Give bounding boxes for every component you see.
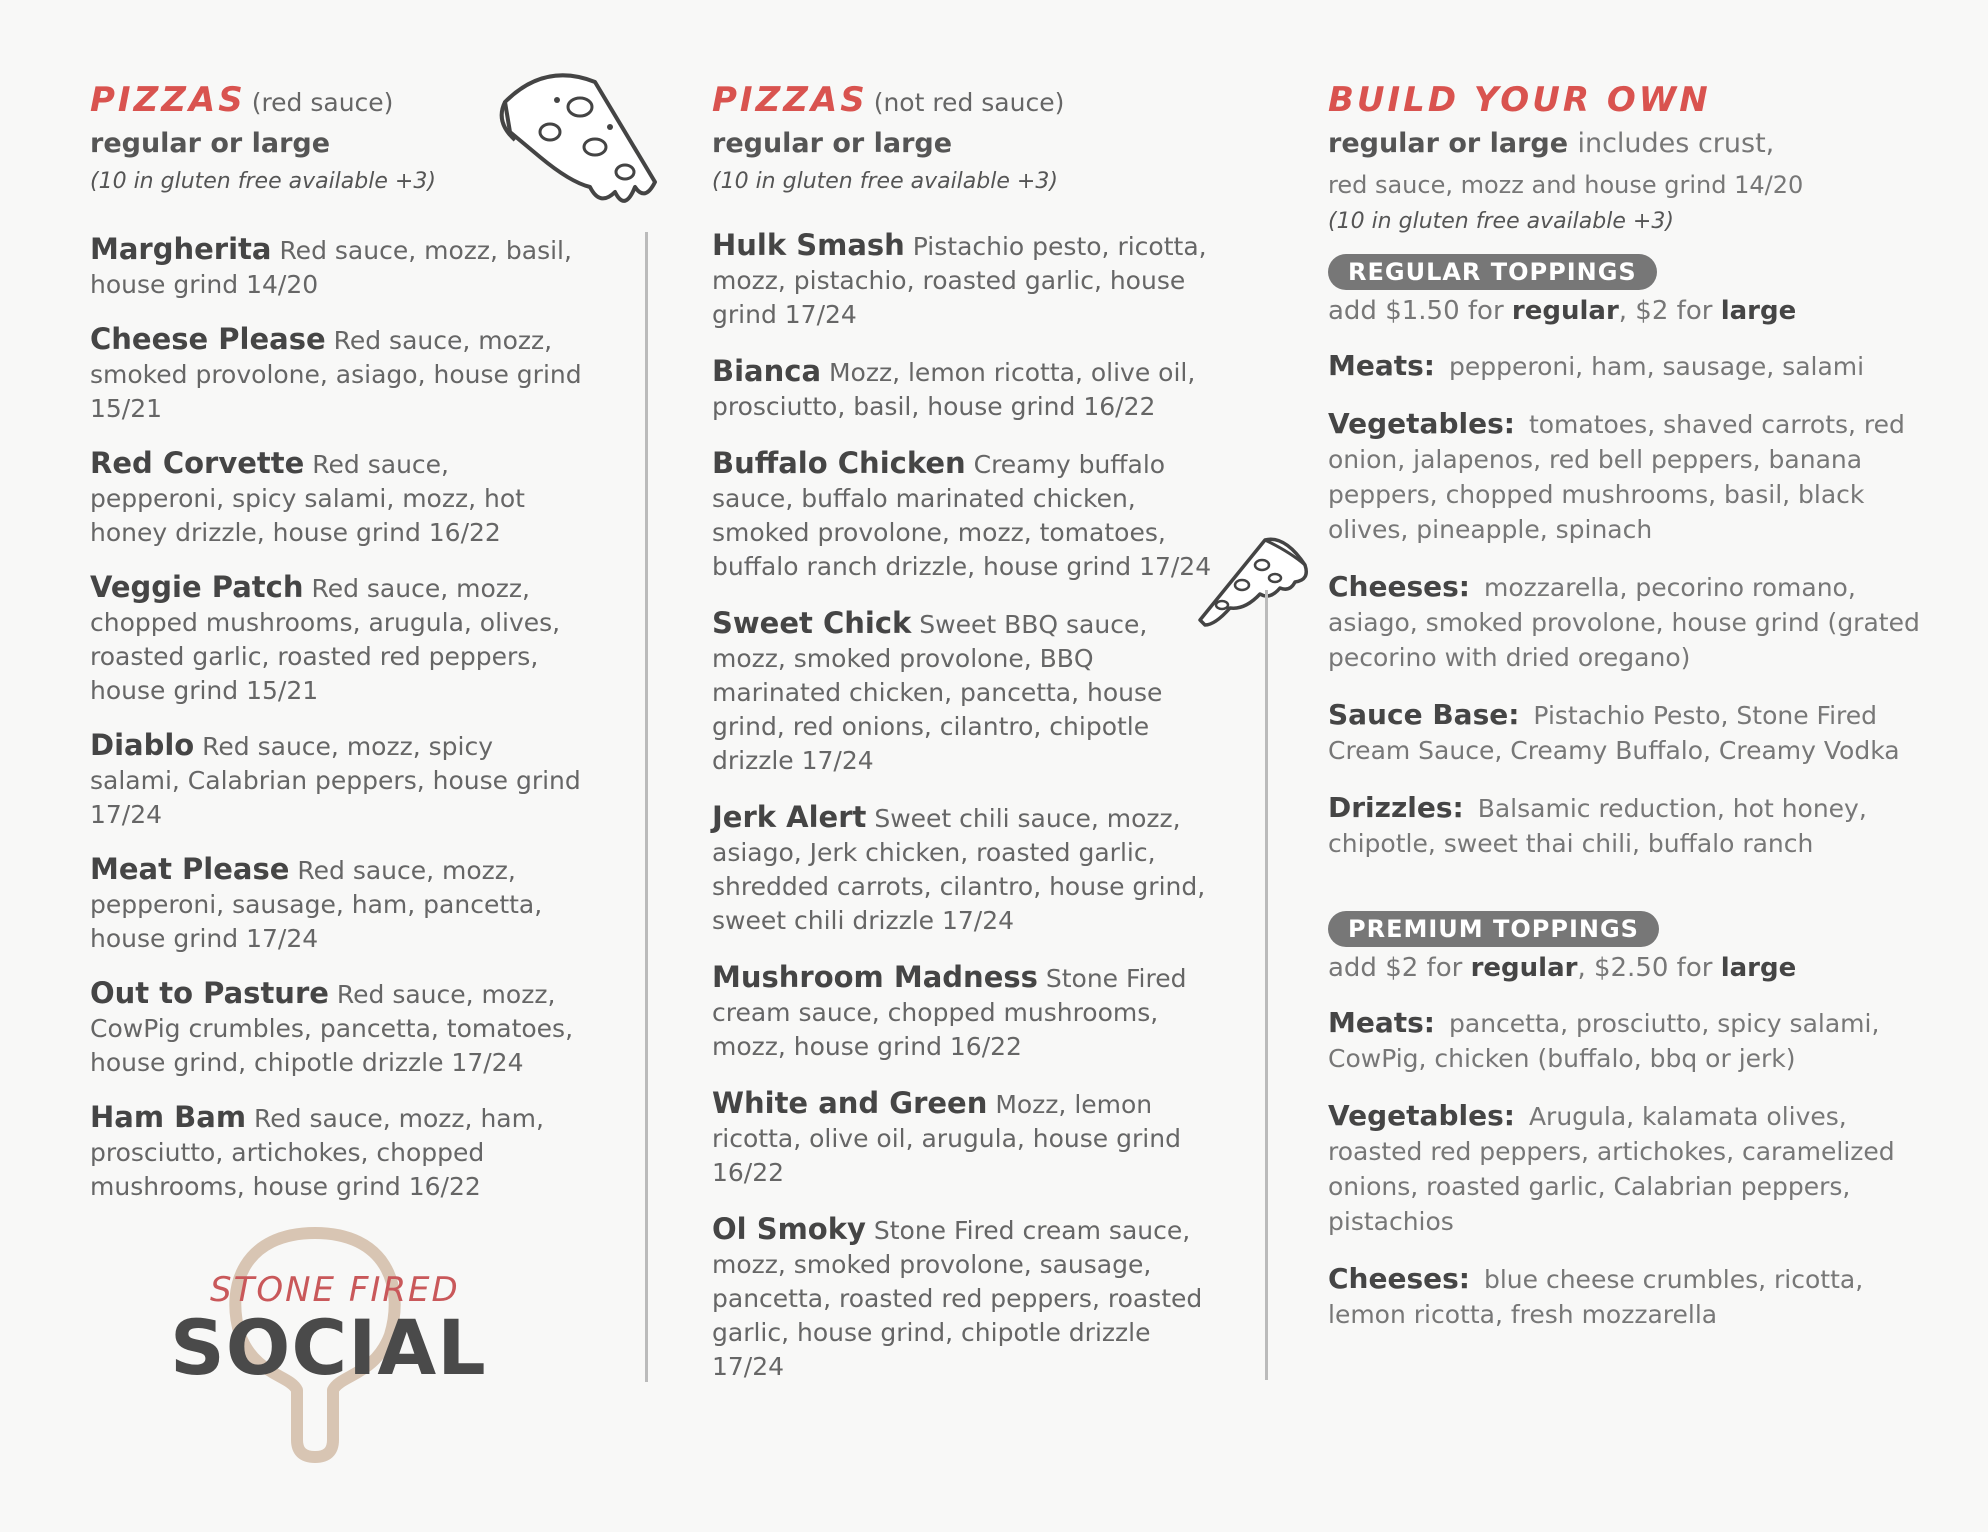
size-subhead: regular or large	[712, 128, 953, 159]
premium-toppings-badge: PREMIUM TOPPINGS	[1328, 911, 1659, 947]
pricing-size-large: large	[1720, 296, 1797, 326]
pizza-list	[90, 232, 590, 1204]
category-label: Cheeses:	[1328, 570, 1470, 603]
heading-note: (not red sauce)	[873, 88, 1065, 117]
menu-item	[90, 1100, 590, 1204]
item-name: Cheese Please	[90, 322, 326, 356]
size-subhead	[1328, 128, 1928, 159]
topping-category	[1328, 406, 1928, 547]
item-name: Meat Please	[90, 852, 290, 886]
stone-fired-social-logo	[165, 1225, 487, 1475]
regular-pricing	[1328, 296, 1928, 326]
item-name: Ham Bam	[90, 1100, 247, 1134]
item-desc: Red sauce, mozz, smoked provolone, asiago, house grind 15/21	[90, 326, 582, 423]
menu-item	[712, 606, 1212, 778]
logo-line2: SOCIAL	[170, 1303, 487, 1392]
gluten-free-note: (10 in gluten free available +3)	[712, 169, 1058, 194]
not-red-sauce-heading	[712, 80, 1212, 120]
category-label: Vegetables:	[1328, 407, 1515, 440]
topping-category	[1328, 790, 1928, 861]
item-desc: Red sauce, mozz, ham, prosciutto, artichokes, chopped mushrooms, house grind 16/22	[90, 1104, 544, 1201]
item-desc: Mozz, lemon ricotta, olive oil, prosciutto, basil, house grind 16/22	[712, 358, 1196, 421]
not-red-sauce-column	[712, 80, 1212, 1406]
menu-item	[90, 232, 590, 302]
logo-line1: STONE FIRED	[210, 1270, 460, 1310]
category-text: pancetta, prosciutto, spicy salami, CowPig, chicken (buffalo, bbq or jerk)	[1328, 1009, 1880, 1073]
heading-text: PIZZAS	[712, 80, 868, 120]
category-text: tomatoes, shaved carrots, red onion, jalapenos, red bell peppers, banana peppers, chopped mushrooms, basil, black olives, pineapple, spinach	[1328, 410, 1905, 544]
column-divider	[1265, 590, 1268, 1380]
menu-item	[712, 446, 1212, 584]
item-name: Sweet Chick	[712, 606, 912, 640]
subhead-bold: regular or large	[1328, 128, 1569, 159]
pricing-mid: , $2 for	[1618, 296, 1713, 326]
item-desc: Stone Fired cream sauce, chopped mushrooms, mozz, house grind 16/22	[712, 964, 1187, 1061]
category-label: Vegetables:	[1328, 1099, 1515, 1132]
build-your-own-heading: BUILD YOUR OWN	[1328, 80, 1711, 120]
pricing-size-large: large	[1720, 953, 1797, 983]
regular-toppings-badge: REGULAR TOPPINGS	[1328, 254, 1657, 290]
item-name: Buffalo Chicken	[712, 446, 966, 480]
gluten-free-note: (10 in gluten free available +3)	[90, 169, 436, 194]
menu-item	[90, 570, 590, 708]
item-desc: Sweet BBQ sauce, mozz, smoked provolone, BBQ marinated chicken, pancetta, house grind, red onions, cilantro, chipotle drizzle 17/24	[712, 610, 1163, 775]
category-text: Pistachio Pesto, Stone Fired Cream Sauce, Creamy Buffalo, Creamy Vodka	[1328, 701, 1900, 765]
regular-toppings-list	[1328, 348, 1928, 861]
item-name: Margherita	[90, 232, 272, 266]
pricing-prefix: add $1.50 for	[1328, 296, 1504, 326]
item-desc: Red sauce, mozz, pepperoni, sausage, ham, pancetta, house grind 17/24	[90, 856, 543, 953]
topping-category	[1328, 697, 1928, 768]
menu-item	[712, 800, 1212, 938]
heading-text: PIZZAS	[90, 80, 246, 120]
item-desc: Creamy buffalo sauce, buffalo marinated chicken, smoked provolone, mozz, tomatoes, buffalo ranch drizzle, house grind 17/24	[712, 450, 1212, 581]
item-name: White and Green	[712, 1086, 988, 1120]
menu-item	[90, 446, 590, 550]
menu-item	[712, 960, 1212, 1064]
item-desc: Red sauce, mozz, chopped mushrooms, arugula, olives, roasted garlic, roasted red peppers, house grind 15/21	[90, 574, 561, 705]
category-text: pepperoni, ham, sausage, salami	[1449, 352, 1865, 381]
category-text: Arugula, kalamata olives, roasted red peppers, artichokes, caramelized onions, roasted garlic, Calabrian peppers, pistachios	[1328, 1102, 1895, 1236]
item-desc: Red sauce, mozz, basil, house grind 14/20	[90, 236, 572, 299]
pricing-prefix: add $2 for	[1328, 953, 1463, 983]
pricing-mid: , $2.50 for	[1577, 953, 1713, 983]
category-text: Balsamic reduction, hot honey, chipotle, sweet thai chili, buffalo ranch	[1328, 794, 1867, 858]
topping-category	[1328, 1098, 1928, 1239]
menu-item	[712, 354, 1212, 424]
category-text: mozzarella, pecorino romano, asiago, smoked provolone, house grind (grated pecorino with dried oregano)	[1328, 573, 1920, 672]
item-desc: Red sauce, pepperoni, spicy salami, mozz, hot honey drizzle, house grind 16/22	[90, 450, 525, 547]
menu-item	[90, 976, 590, 1080]
menu-item	[712, 228, 1212, 332]
menu-item	[90, 728, 590, 832]
item-desc: Sweet chili sauce, mozz, asiago, Jerk chicken, roasted garlic, shredded carrots, cilantro, house grind, sweet chili drizzle 17/24	[712, 804, 1206, 935]
red-sauce-column	[90, 80, 590, 1224]
item-name: Bianca	[712, 354, 822, 388]
pricing-size-regular: regular	[1511, 296, 1619, 326]
topping-category	[1328, 348, 1928, 384]
topping-category	[1328, 1261, 1928, 1332]
category-text: blue cheese crumbles, ricotta, lemon ricotta, fresh mozzarella	[1328, 1265, 1864, 1329]
item-name: Ol Smoky	[712, 1212, 866, 1246]
item-name: Diablo	[90, 728, 195, 762]
premium-pricing	[1328, 953, 1928, 983]
build-your-own-column	[1328, 80, 1928, 1332]
category-label: Cheeses:	[1328, 1262, 1470, 1295]
item-name: Veggie Patch	[90, 570, 304, 604]
pizza-slice-icon	[485, 62, 670, 222]
pizza-slice-icon	[1190, 530, 1315, 635]
category-label: Sauce Base:	[1328, 698, 1520, 731]
category-label: Meats:	[1328, 349, 1435, 382]
item-desc: Mozz, lemon ricotta, olive oil, arugula, house grind 16/22	[712, 1090, 1181, 1187]
heading-note: (red sauce)	[251, 88, 394, 117]
topping-category	[1328, 569, 1928, 675]
premium-toppings-list	[1328, 1005, 1928, 1332]
item-desc: Red sauce, mozz, spicy salami, Calabrian peppers, house grind 17/24	[90, 732, 581, 829]
menu-item	[90, 852, 590, 956]
menu-item	[712, 1212, 1212, 1384]
item-name: Hulk Smash	[712, 228, 905, 262]
item-desc: Pistachio pesto, ricotta, mozz, pistachio, roasted garlic, house grind 17/24	[712, 232, 1207, 329]
includes-line: red sauce, mozz and house grind 14/20	[1328, 171, 1804, 199]
item-desc: Stone Fired cream sauce, mozz, smoked provolone, sausage, pancetta, roasted red peppers, roasted garlic, house grind, chipotle drizzle 17/24	[712, 1216, 1203, 1381]
topping-category	[1328, 1005, 1928, 1076]
pricing-size-regular: regular	[1470, 953, 1578, 983]
category-label: Meats:	[1328, 1006, 1435, 1039]
pizza-list	[712, 228, 1212, 1384]
item-name: Mushroom Madness	[712, 960, 1038, 994]
size-subhead: regular or large	[90, 128, 331, 159]
item-name: Jerk Alert	[712, 800, 867, 834]
menu-item	[90, 322, 590, 426]
menu-item	[712, 1086, 1212, 1190]
subhead-rest: includes crust,	[1577, 128, 1775, 159]
column-divider	[645, 232, 648, 1382]
gluten-free-note: (10 in gluten free available +3)	[1328, 209, 1674, 234]
item-name: Out to Pasture	[90, 976, 329, 1010]
category-label: Drizzles:	[1328, 791, 1464, 824]
item-desc: Red sauce, mozz, CowPig crumbles, pancetta, tomatoes, house grind, chipotle drizzle 17/24	[90, 980, 574, 1077]
item-name: Red Corvette	[90, 446, 305, 480]
